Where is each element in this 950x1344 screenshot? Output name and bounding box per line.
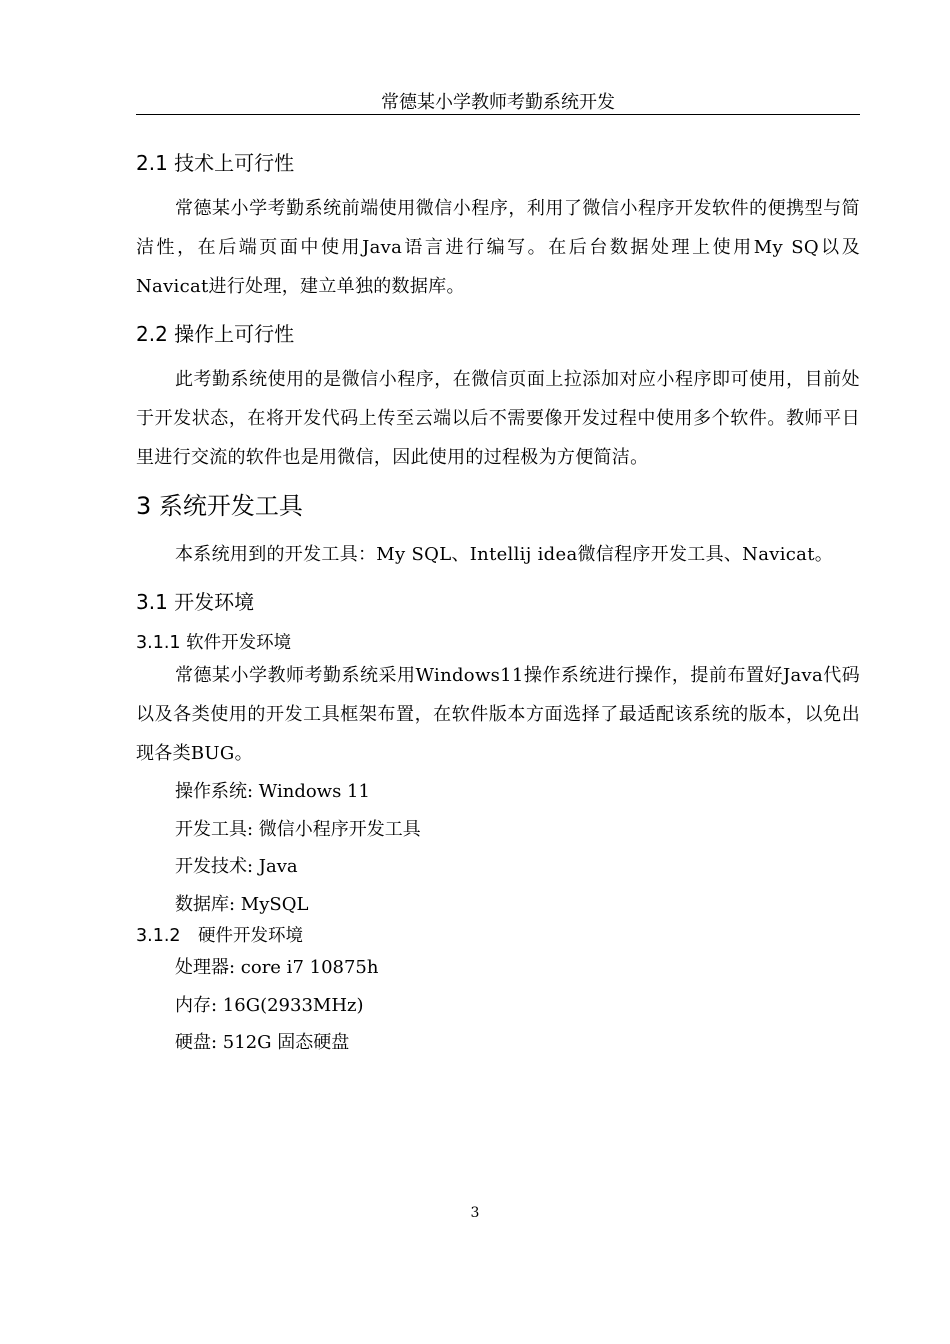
software-env-item: 数据库: MySQL: [175, 893, 309, 915]
running-header: 常德某小学教师考勤系统开发: [381, 92, 615, 113]
software-env-item: 开发工具: 微信小程序开发工具: [175, 818, 421, 840]
paragraph-operational-feasibility: 此考勤系统使用的是微信小程序，在微信页面上拉添加对应小程序即可使用，目前处于开发状态，在将开发代码上传至云端以后不需要像开发过程中使用多个软件。教师平日里进行交流的软件也是用微信，因此使用的过程极为方便简洁。: [136, 369, 860, 468]
paragraph-dev-tools: 本系统用到的开发工具：My SQL、Intellij idea微信程序开发工具、Navicat。: [175, 544, 834, 565]
section-heading-3: 3 系统开发工具: [136, 492, 303, 520]
section-heading-3-1-1: 3.1.1 软件开发环境: [136, 633, 292, 653]
section-heading-3-1-2: 3.1.2 硬件开发环境: [136, 926, 304, 946]
hardware-env-item: 内存: 16G(2933MHz): [175, 994, 364, 1016]
hardware-env-item: 硬盘: 512G 固态硬盘: [175, 1032, 350, 1053]
page-number: 3: [470, 1205, 480, 1221]
section-heading-3-1: 3.1 开发环境: [136, 590, 255, 614]
page-body: [136, 140, 860, 1062]
software-env-item: 开发技术: Java: [175, 856, 298, 877]
section-heading-2-1: 2.1 技术上可行性: [136, 151, 295, 175]
header-rule: [136, 114, 860, 115]
section-heading-2-2: 2.2 操作上可行性: [136, 322, 295, 346]
paragraph-technical-feasibility: 常德某小学考勤系统前端使用微信小程序，利用了微信小程序开发软件的便携型与简洁性，在后端页面中使用Java语言进行编写。在后台数据处理上使用My SQ以及Navicat进行处理，建立单独的数据库。: [136, 198, 860, 297]
paragraph-software-env: 常德某小学教师考勤系统采用Windows11操作系统进行操作，提前布置好Java代码以及各类使用的开发工具框架布置，在软件版本方面选择了最适配该系统的版本，以免出现各类BUG。: [136, 665, 860, 764]
software-env-item: 操作系统: Windows 11: [175, 781, 370, 802]
hardware-env-item: 处理器: core i7 10875h: [175, 957, 379, 978]
